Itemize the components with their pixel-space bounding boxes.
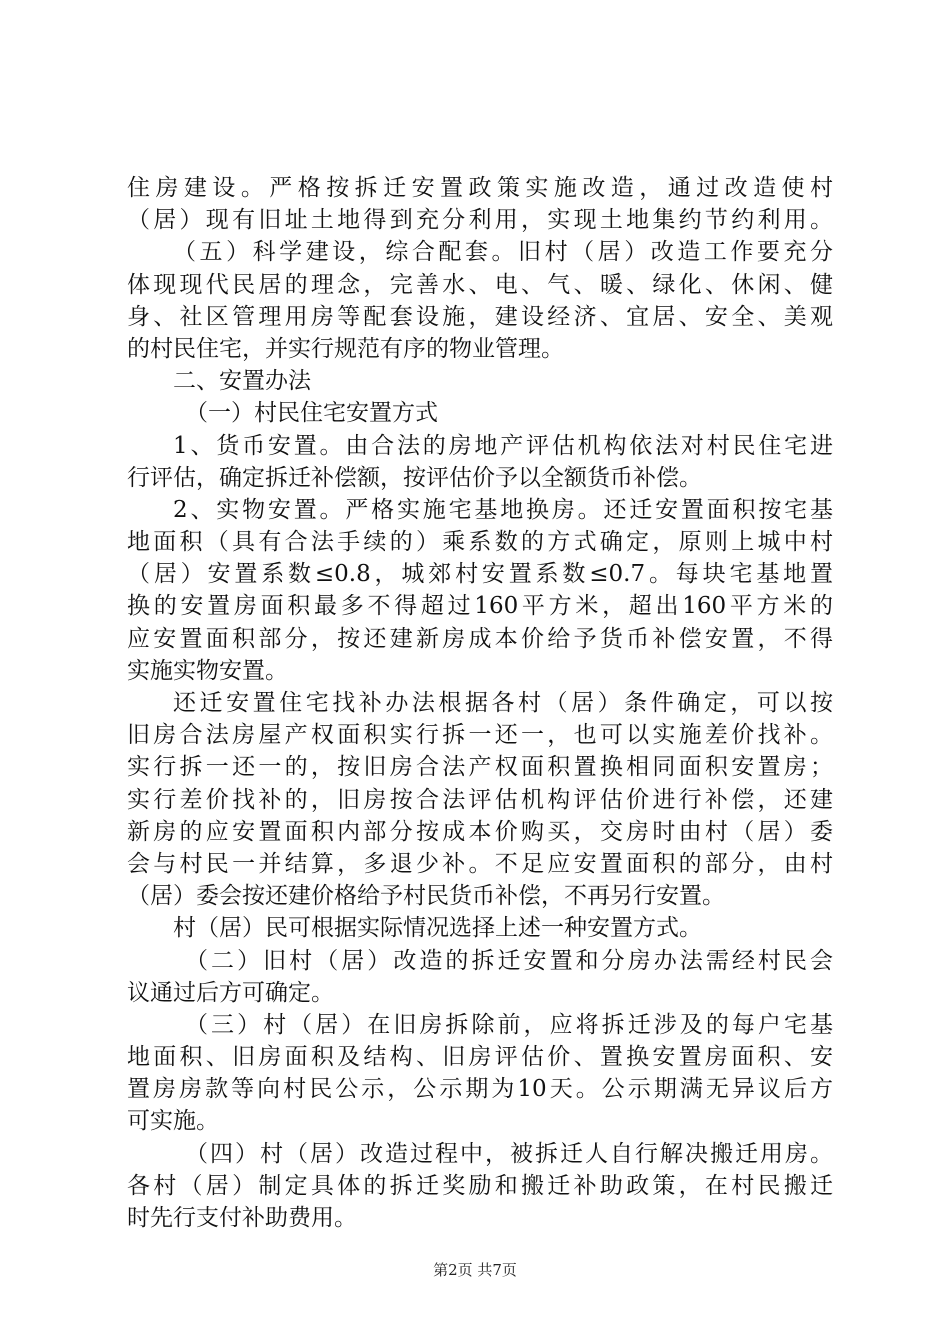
paragraph-line: 行评估，确定拆迁补偿额，按评估价予以全额货币补偿。 [127,464,702,491]
paragraph-line: （三）村（居）在旧房拆除前，应将拆迁涉及的每户宅基 [185,1011,833,1038]
paragraph-line: 会与村民一并结算，多退少补。不足应安置面积的部分，由村 [127,850,833,877]
paragraph-line: 村（居）民可根据实际情况选择上述一种安置方式。 [173,915,702,942]
paragraph-line: 各村（居）制定具体的拆迁奖励和搬迁补助政策，在村民搬迁 [127,1172,833,1199]
paragraph-line: 应安置面积部分，按还建新房成本价给予货币补偿安置，不得 [127,625,833,652]
paragraph-line: 旧房合法房屋产权面积实行拆一还一，也可以实施差价找补。 [127,722,833,749]
paragraph-line: 新房的应安置面积内部分按成本价购买，交房时由村（居）委 [127,818,833,845]
section-heading: 二、安置办法 [173,368,311,395]
paragraph-line: 议通过后方可确定。 [127,979,334,1006]
paragraph-line: 实施实物安置。 [127,657,288,684]
paragraph-line: 的村民住宅，并实行规范有序的物业管理。 [127,335,564,362]
paragraph-line: 住房建设。严格按拆迁安置政策实施改造，通过改造使村 [127,175,833,201]
paragraph-line: （居）安置系数≤0.8，城郊村安置系数≤0.7。每块宅基地置 [127,561,833,588]
paragraph-line: （居）现有旧址土地得到充分利用，实现土地集约节约利用。 [127,207,833,234]
paragraph-line: 实行差价找补的，旧房按合法评估机构评估价进行补偿，还建 [127,786,833,813]
paragraph-line: 换的安置房面积最多不得超过160平方米，超出160平方米的 [127,593,833,620]
paragraph-line: 体现现代民居的理念，完善水、电、气、暖、绿化、休闲、健 [127,271,833,298]
paragraph-line: 身、社区管理用房等配套设施，建设经济、宜居、安全、美观 [127,303,833,330]
paragraph-line: 置房房款等向村民公示，公示期为10天。公示期满无异议后方 [127,1076,833,1103]
paragraph-line: 实行拆一还一的，按旧房合法产权面积置换相同面积安置房； [127,754,833,781]
document-body [127,172,833,1234]
paragraph-line: （四）村（居）改造过程中，被拆迁人自行解决搬迁用房。 [185,1140,833,1167]
paragraph-line: 地面积、旧房面积及结构、旧房评估价、置换安置房面积、安 [127,1044,833,1071]
paragraph-line: 还迁安置住宅找补办法根据各村（居）条件确定，可以按 [173,690,833,716]
page-number-footer: 第2页 共7页 [433,1261,517,1279]
paragraph-line: 2、实物安置。严格实施宅基地换房。还迁安置面积按宅基 [173,496,833,523]
subsection-heading: （一）村民住宅安置方式 [185,400,438,427]
paragraph-line: 地面积（具有合法手续的）乘系数的方式确定，原则上城中村 [127,529,833,556]
paragraph-line: （居）委会按还建价格给予村民货币补偿，不再另行安置。 [127,883,725,910]
paragraph-line: 1、货币安置。由合法的房地产评估机构依法对村民住宅进 [173,432,833,459]
paragraph-line: 时先行支付补助费用。 [127,1205,357,1231]
paragraph-line: （二）旧村（居）改造的拆迁安置和分房办法需经村民会 [185,947,833,974]
section-heading-line: （五）科学建设，综合配套。旧村（居）改造工作要充分 [173,239,833,266]
paragraph-line: 可实施。 [127,1108,219,1135]
